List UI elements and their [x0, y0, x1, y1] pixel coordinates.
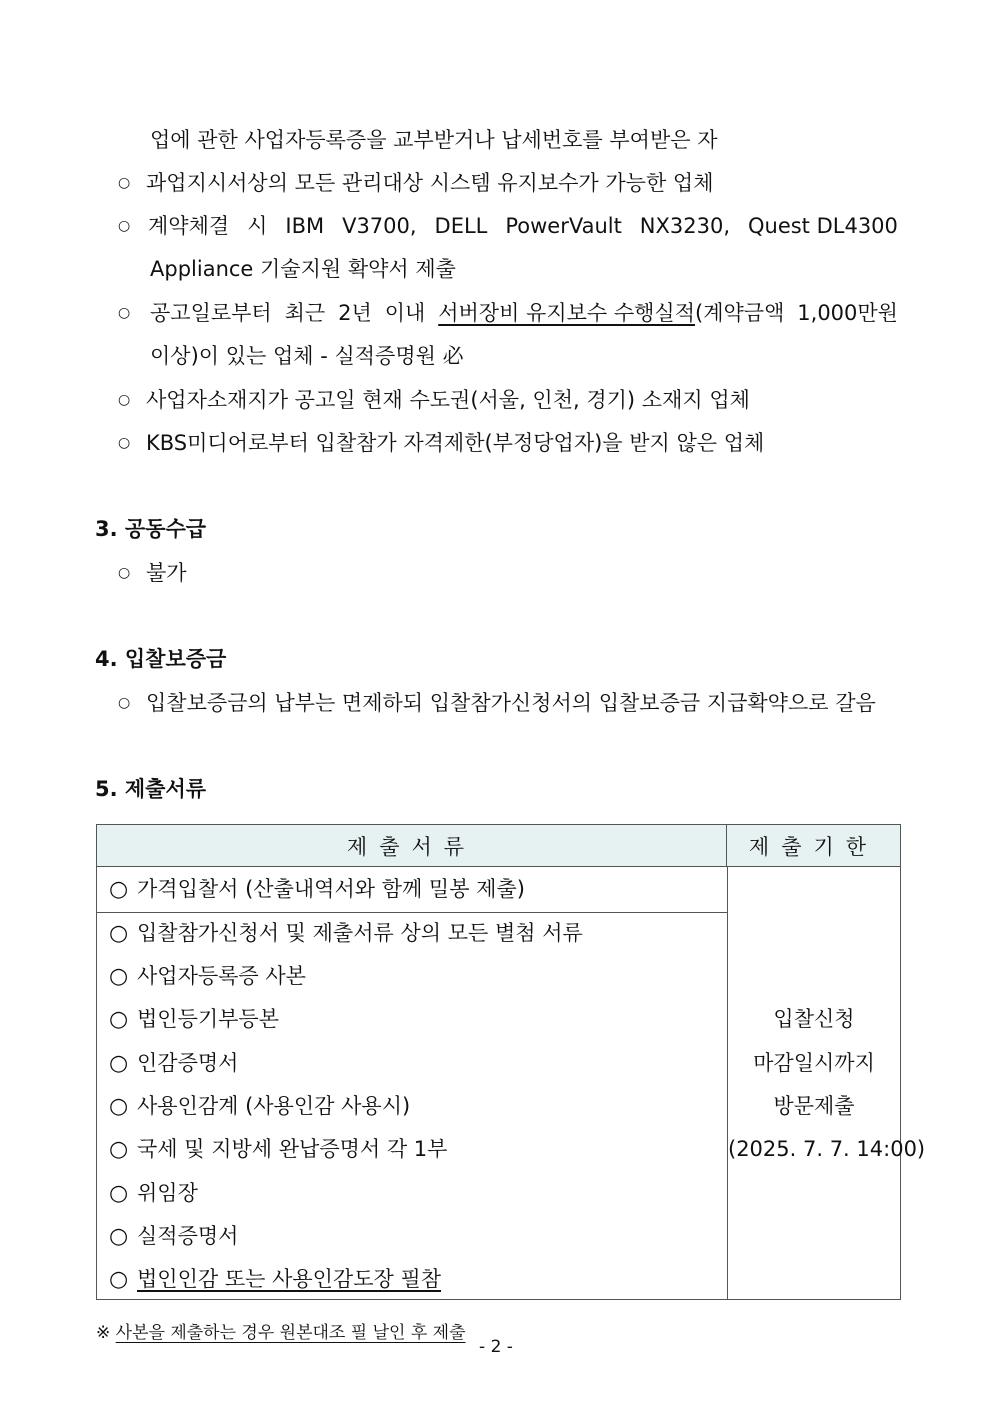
bullet-icon: ○	[118, 435, 131, 451]
requirement-location: 사업자소재지가 공고일 현재 수도권(서울, 인천, 경기) 소재지 업체	[146, 388, 750, 412]
documents-table	[96, 824, 926, 1300]
word: PowerVault	[505, 214, 622, 238]
document-item: 인감증명서	[137, 1051, 239, 1075]
requirement-performance	[150, 298, 898, 328]
deadline-line: (2025. 7. 7. 14:00)	[728, 1137, 926, 1161]
circle-icon: ○	[109, 1224, 129, 1249]
continuation-text: 업에 관한 사업자등록증을 교부받거나 납세번호를 부여받은 자	[150, 128, 718, 152]
row-divider	[97, 912, 727, 913]
table-row	[109, 1134, 447, 1165]
deadline-line: 입찰신청	[773, 1007, 855, 1031]
section-5-title: 5. 제출서류	[95, 777, 207, 801]
requirement-maintenance: 과업지시서상의 모든 관리대상 시스템 유지보수가 가능한 업체	[146, 171, 714, 195]
document-item: 사용인감계 (사용인감 사용시)	[137, 1094, 411, 1118]
circle-icon: ○	[109, 1181, 129, 1206]
circle-icon: ○	[109, 877, 129, 902]
word: 계약체결	[148, 214, 230, 238]
column-divider	[727, 867, 728, 1299]
word: DELL	[434, 214, 488, 238]
table-row	[109, 918, 583, 949]
footnote-text: 사본을 제출하는 경우 원본대조 필 날인 후 제출	[115, 1323, 466, 1343]
word: 시	[247, 214, 268, 238]
circle-icon: ○	[109, 1094, 129, 1119]
table-row	[109, 1091, 410, 1122]
deadline-line: 방문제출	[773, 1094, 855, 1118]
word: NX3230,	[639, 214, 731, 238]
circle-icon: ○	[109, 921, 129, 946]
document-item: 입찰참가신청서 및 제출서류 상의 모든 별첨 서류	[137, 921, 583, 945]
table-row	[109, 961, 306, 992]
word: 2년	[338, 301, 372, 325]
bullet-icon: ○	[118, 565, 131, 581]
requirement-performance-cont: 이상)이 있는 업체 - 실적증명원 必	[150, 344, 464, 368]
section-4-title: 4. 입찰보증금	[95, 647, 227, 671]
circle-icon: ○	[109, 1267, 129, 1292]
bullet-icon: ○	[118, 218, 131, 234]
document-item: 실적증명서	[137, 1224, 239, 1248]
word: 1,000만원	[797, 301, 898, 325]
document-item: 위임장	[137, 1181, 198, 1205]
circle-icon: ○	[109, 1007, 129, 1032]
requirement-tech-support	[148, 211, 898, 241]
document-item: 국세 및 지방세 완납증명서 각 1부	[137, 1137, 448, 1161]
word: 공고일로부터	[150, 301, 272, 325]
reference-mark-icon: ※	[96, 1323, 111, 1343]
section-3-title: 3. 공동수급	[95, 517, 207, 541]
bullet-icon: ○	[118, 305, 131, 321]
bullet-icon: ○	[118, 695, 131, 711]
circle-icon: ○	[109, 964, 129, 989]
page-number: - 2 -	[479, 1337, 513, 1357]
table-row	[109, 1004, 279, 1035]
requirement-tech-support-cont: Appliance 기술지원 확약서 제출	[150, 257, 456, 281]
deadline-line: 마감일시까지	[753, 1051, 875, 1075]
table-header-deadline: 제출기한	[727, 825, 900, 867]
circle-icon: ○	[109, 1137, 129, 1162]
document-item: 법인인감 또는 사용인감도장 필참	[137, 1267, 442, 1291]
word: 이내	[384, 301, 426, 325]
word: V3700,	[342, 214, 417, 238]
circle-icon: ○	[109, 1051, 129, 1076]
word: Quest DL4300	[747, 214, 898, 238]
word: (계약금액	[695, 301, 785, 325]
document-item: 가격입찰서 (산출내역서와 함께 밀봉 제출)	[137, 877, 525, 901]
table-header-documents: 제출서류	[97, 825, 727, 867]
bullet-icon: ○	[118, 175, 131, 191]
bullet-icon: ○	[118, 392, 131, 408]
word: IBM	[285, 214, 325, 238]
underlined-phrase: 서버장비 유지보수 수행실적	[438, 301, 696, 325]
table-row	[109, 1264, 441, 1295]
joint-contract-item: 불가	[146, 561, 187, 585]
bid-bond-item: 입찰보증금의 납부는 면제하되 입찰참가신청서의 입찰보증금 지급확약으로 갈음	[146, 691, 876, 715]
table-row	[109, 1221, 238, 1252]
table-row	[109, 1178, 198, 1209]
table-row	[109, 874, 525, 905]
requirement-eligibility: KBS미디어로부터 입찰참가 자격제한(부정당업자)을 받지 않은 업체	[146, 431, 765, 455]
document-item: 법인등기부등본	[137, 1007, 280, 1031]
document-item: 사업자등록증 사본	[137, 964, 306, 988]
word: 최근	[284, 301, 326, 325]
table-row	[109, 1048, 238, 1079]
